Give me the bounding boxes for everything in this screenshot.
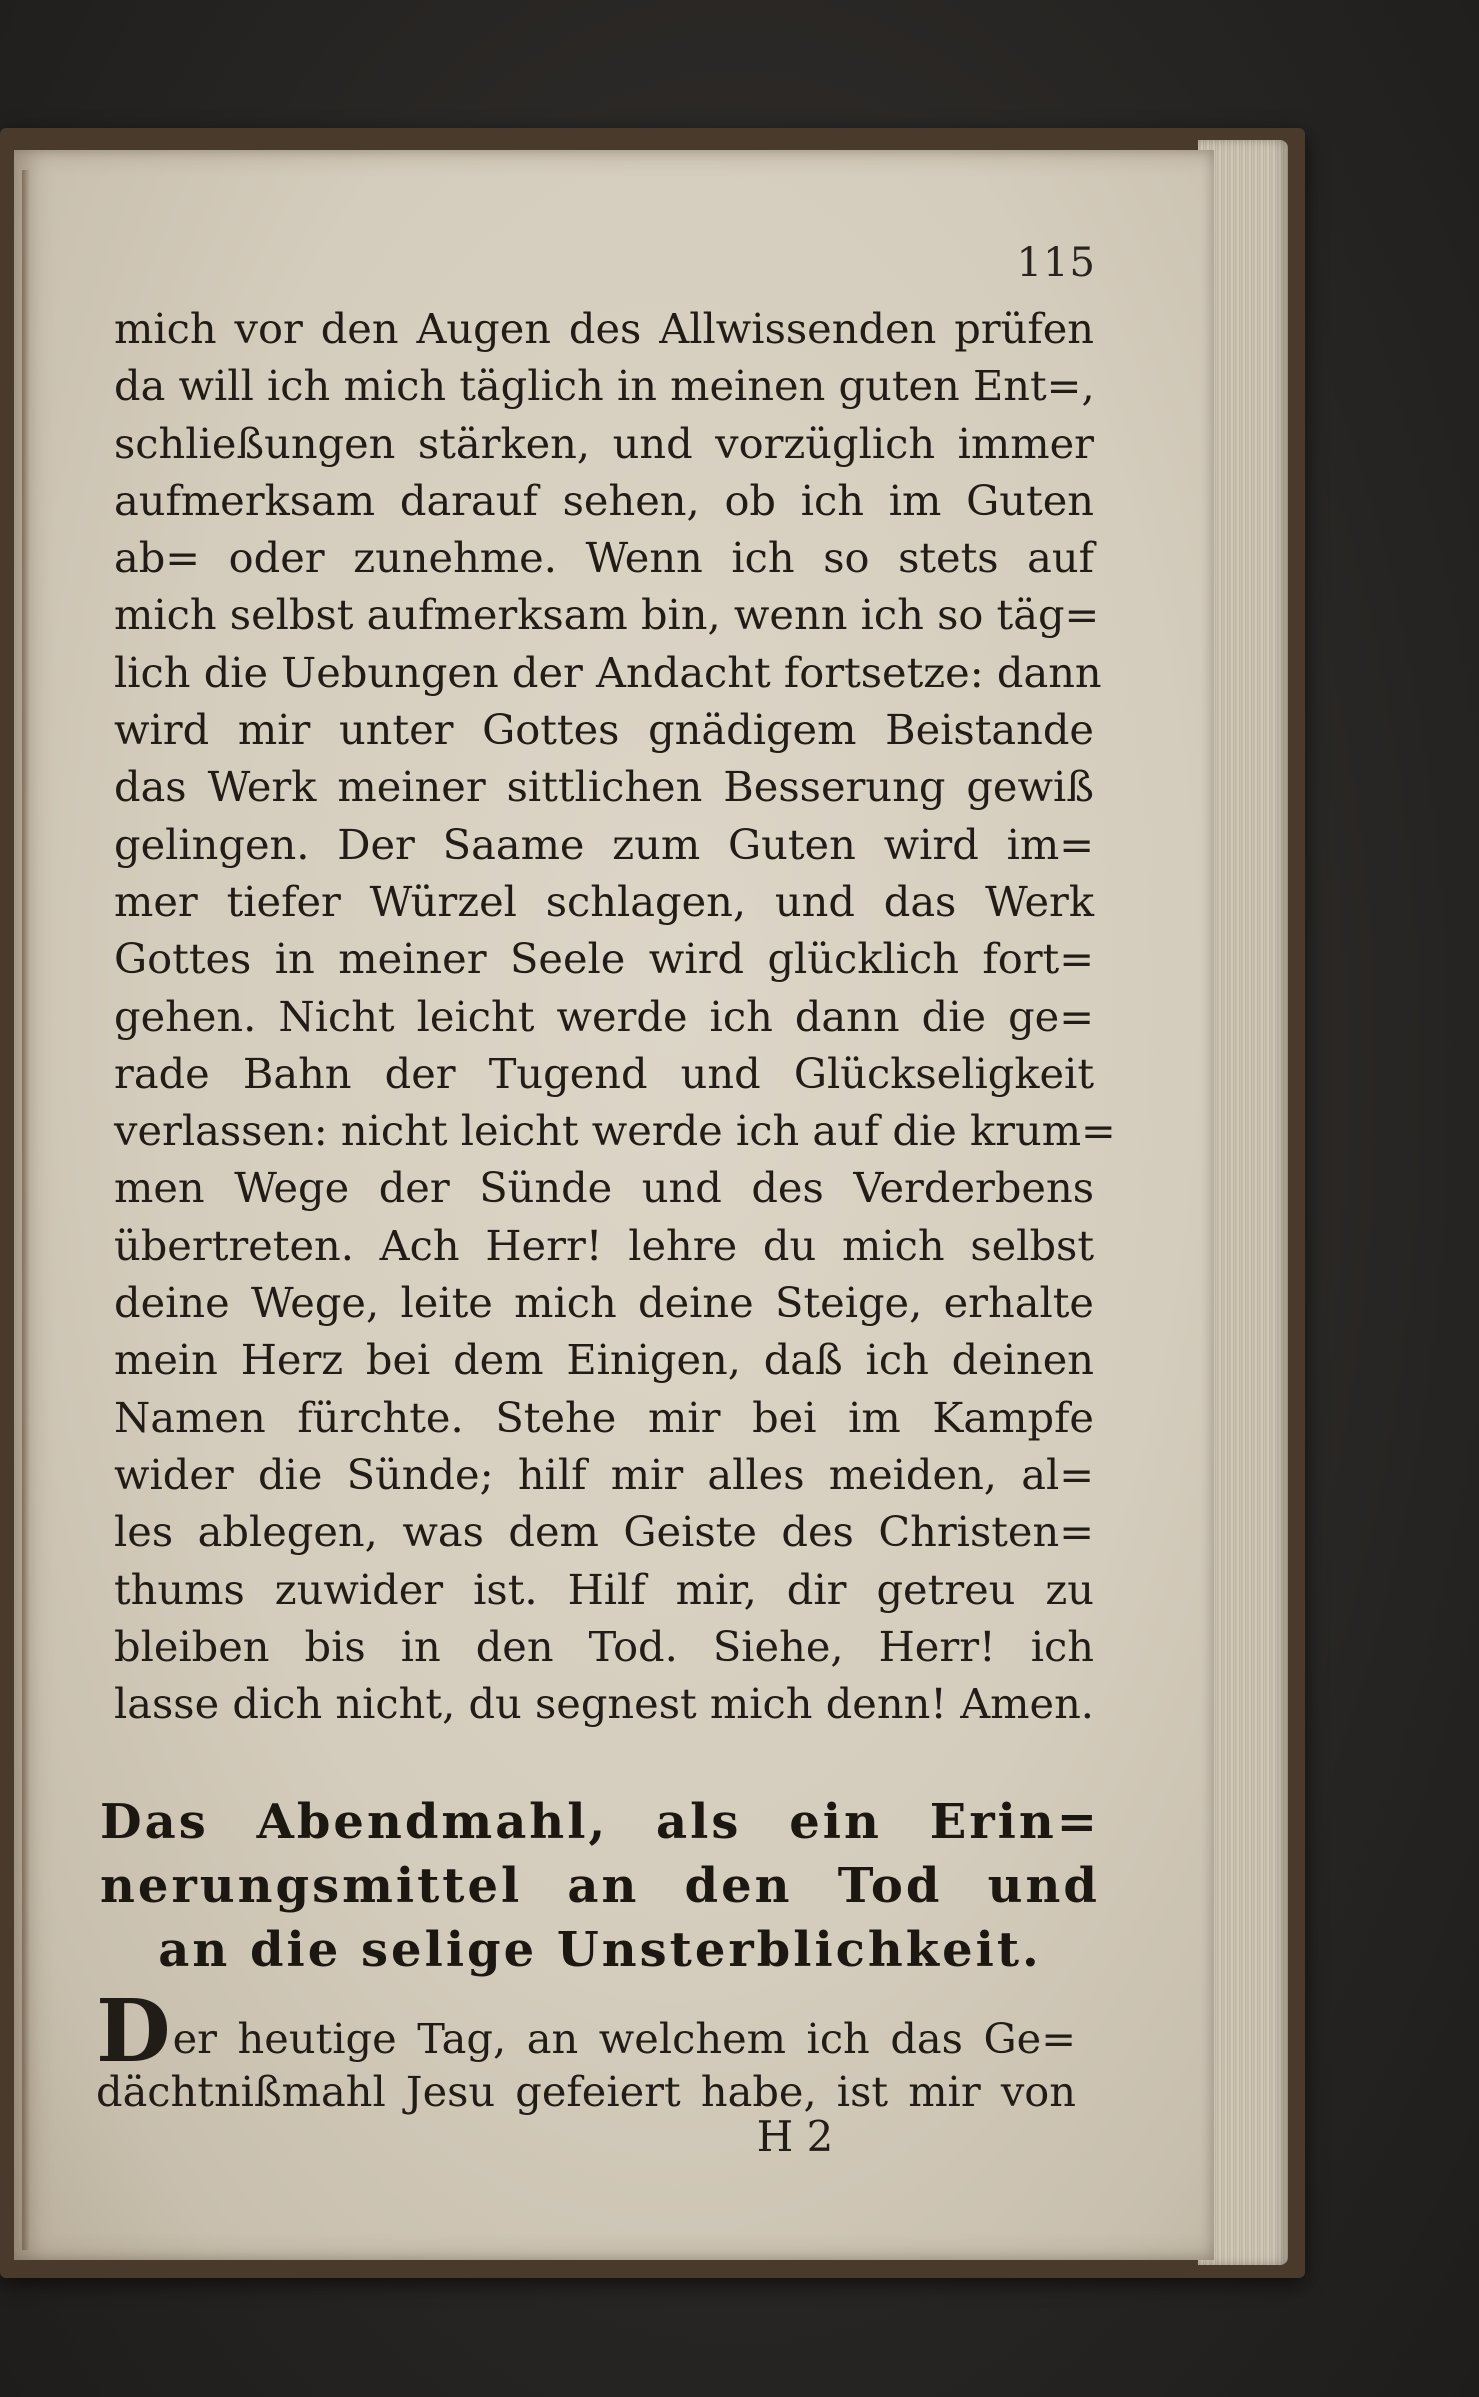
heading-line: Das Abendmahl, als ein Erin= [100, 1794, 1100, 1850]
text-line: mer tiefer Würzel schlagen, und das Werk [114, 876, 1094, 926]
page-gutter [22, 170, 30, 2250]
text-line: mich selbst aufmerksam bin, wenn ich so täg= [114, 590, 1100, 640]
text-line [96, 1981, 1076, 2082]
text-line: gehen. Nicht leicht werde ich dann die ge= [114, 991, 1094, 1041]
section-heading [100, 1790, 1100, 1982]
text-line: lich die Uebungen der Andacht fortsetze: dann [114, 647, 1102, 697]
text-line: wird mir unter Gottes gnädigem Beistande [114, 705, 1094, 755]
text-line: schließungen stärken, und vorzüglich immer [114, 418, 1094, 468]
drop-cap: D [96, 1981, 171, 2082]
text-line: rade Bahn der Tugend und Glückseligkeit [114, 1048, 1094, 1098]
text-line: lasse dich nicht, du segnest mich denn! Amen. [114, 1679, 1094, 1729]
text-line: deine Wege, leite mich deine Steige, erhalte [114, 1278, 1094, 1328]
heading-line: an die selige Unsterblichkeit. [158, 1922, 1042, 1978]
text-line: da will ich mich täglich in meinen guten Ent=, [114, 361, 1095, 411]
text-line: gelingen. Der Saame zum Guten wird im= [114, 819, 1094, 869]
text-line: dächtnißmahl Jesu gefeiert habe, ist mir von [96, 2067, 1076, 2116]
text-line: Gottes in meiner Seele wird glücklich fort= [114, 934, 1094, 984]
page-number: 115 [1016, 240, 1096, 286]
text-line: wider die Sünde; hilf mir alles meiden, al= [114, 1449, 1094, 1499]
text-line: men Wege der Sünde und des Verderbens [114, 1163, 1094, 1213]
heading-line: nerungsmittel an den Tod und [100, 1858, 1100, 1914]
text-line: verlassen: nicht leicht werde ich auf die krum= [114, 1106, 1116, 1156]
text-line: mich vor den Augen des Allwissenden prüfen [114, 304, 1094, 353]
text-line: mein Herz bei dem Einigen, daß ich deinen [114, 1335, 1094, 1385]
text-line: aufmerksam darauf sehen, ob ich im Guten [114, 475, 1094, 525]
text-line: das Werk meiner sittlichen Besserung gewiß [114, 762, 1094, 812]
text-line: ab= oder zunehme. Wenn ich so stets auf [114, 533, 1094, 583]
second-paragraph [96, 1981, 1076, 2122]
text-line: thums zuwider ist. Hilf mir, dir getreu zu [114, 1564, 1094, 1614]
text-line: bleiben bis in den Tod. Siehe, Herr! ich [114, 1621, 1094, 1671]
text-line: les ablegen, was dem Geiste des Christen= [114, 1507, 1094, 1557]
text-line-rest: er heutige Tag, an welchem ich das Ge= [172, 2014, 1076, 2063]
text-line: übertreten. Ach Herr! lehre du mich selbst [114, 1220, 1094, 1270]
text-line: Namen fürchte. Stehe mir bei im Kampfe [114, 1392, 1094, 1442]
signature-mark: H 2 [756, 2112, 834, 2161]
body-paragraph [114, 300, 1116, 1732]
